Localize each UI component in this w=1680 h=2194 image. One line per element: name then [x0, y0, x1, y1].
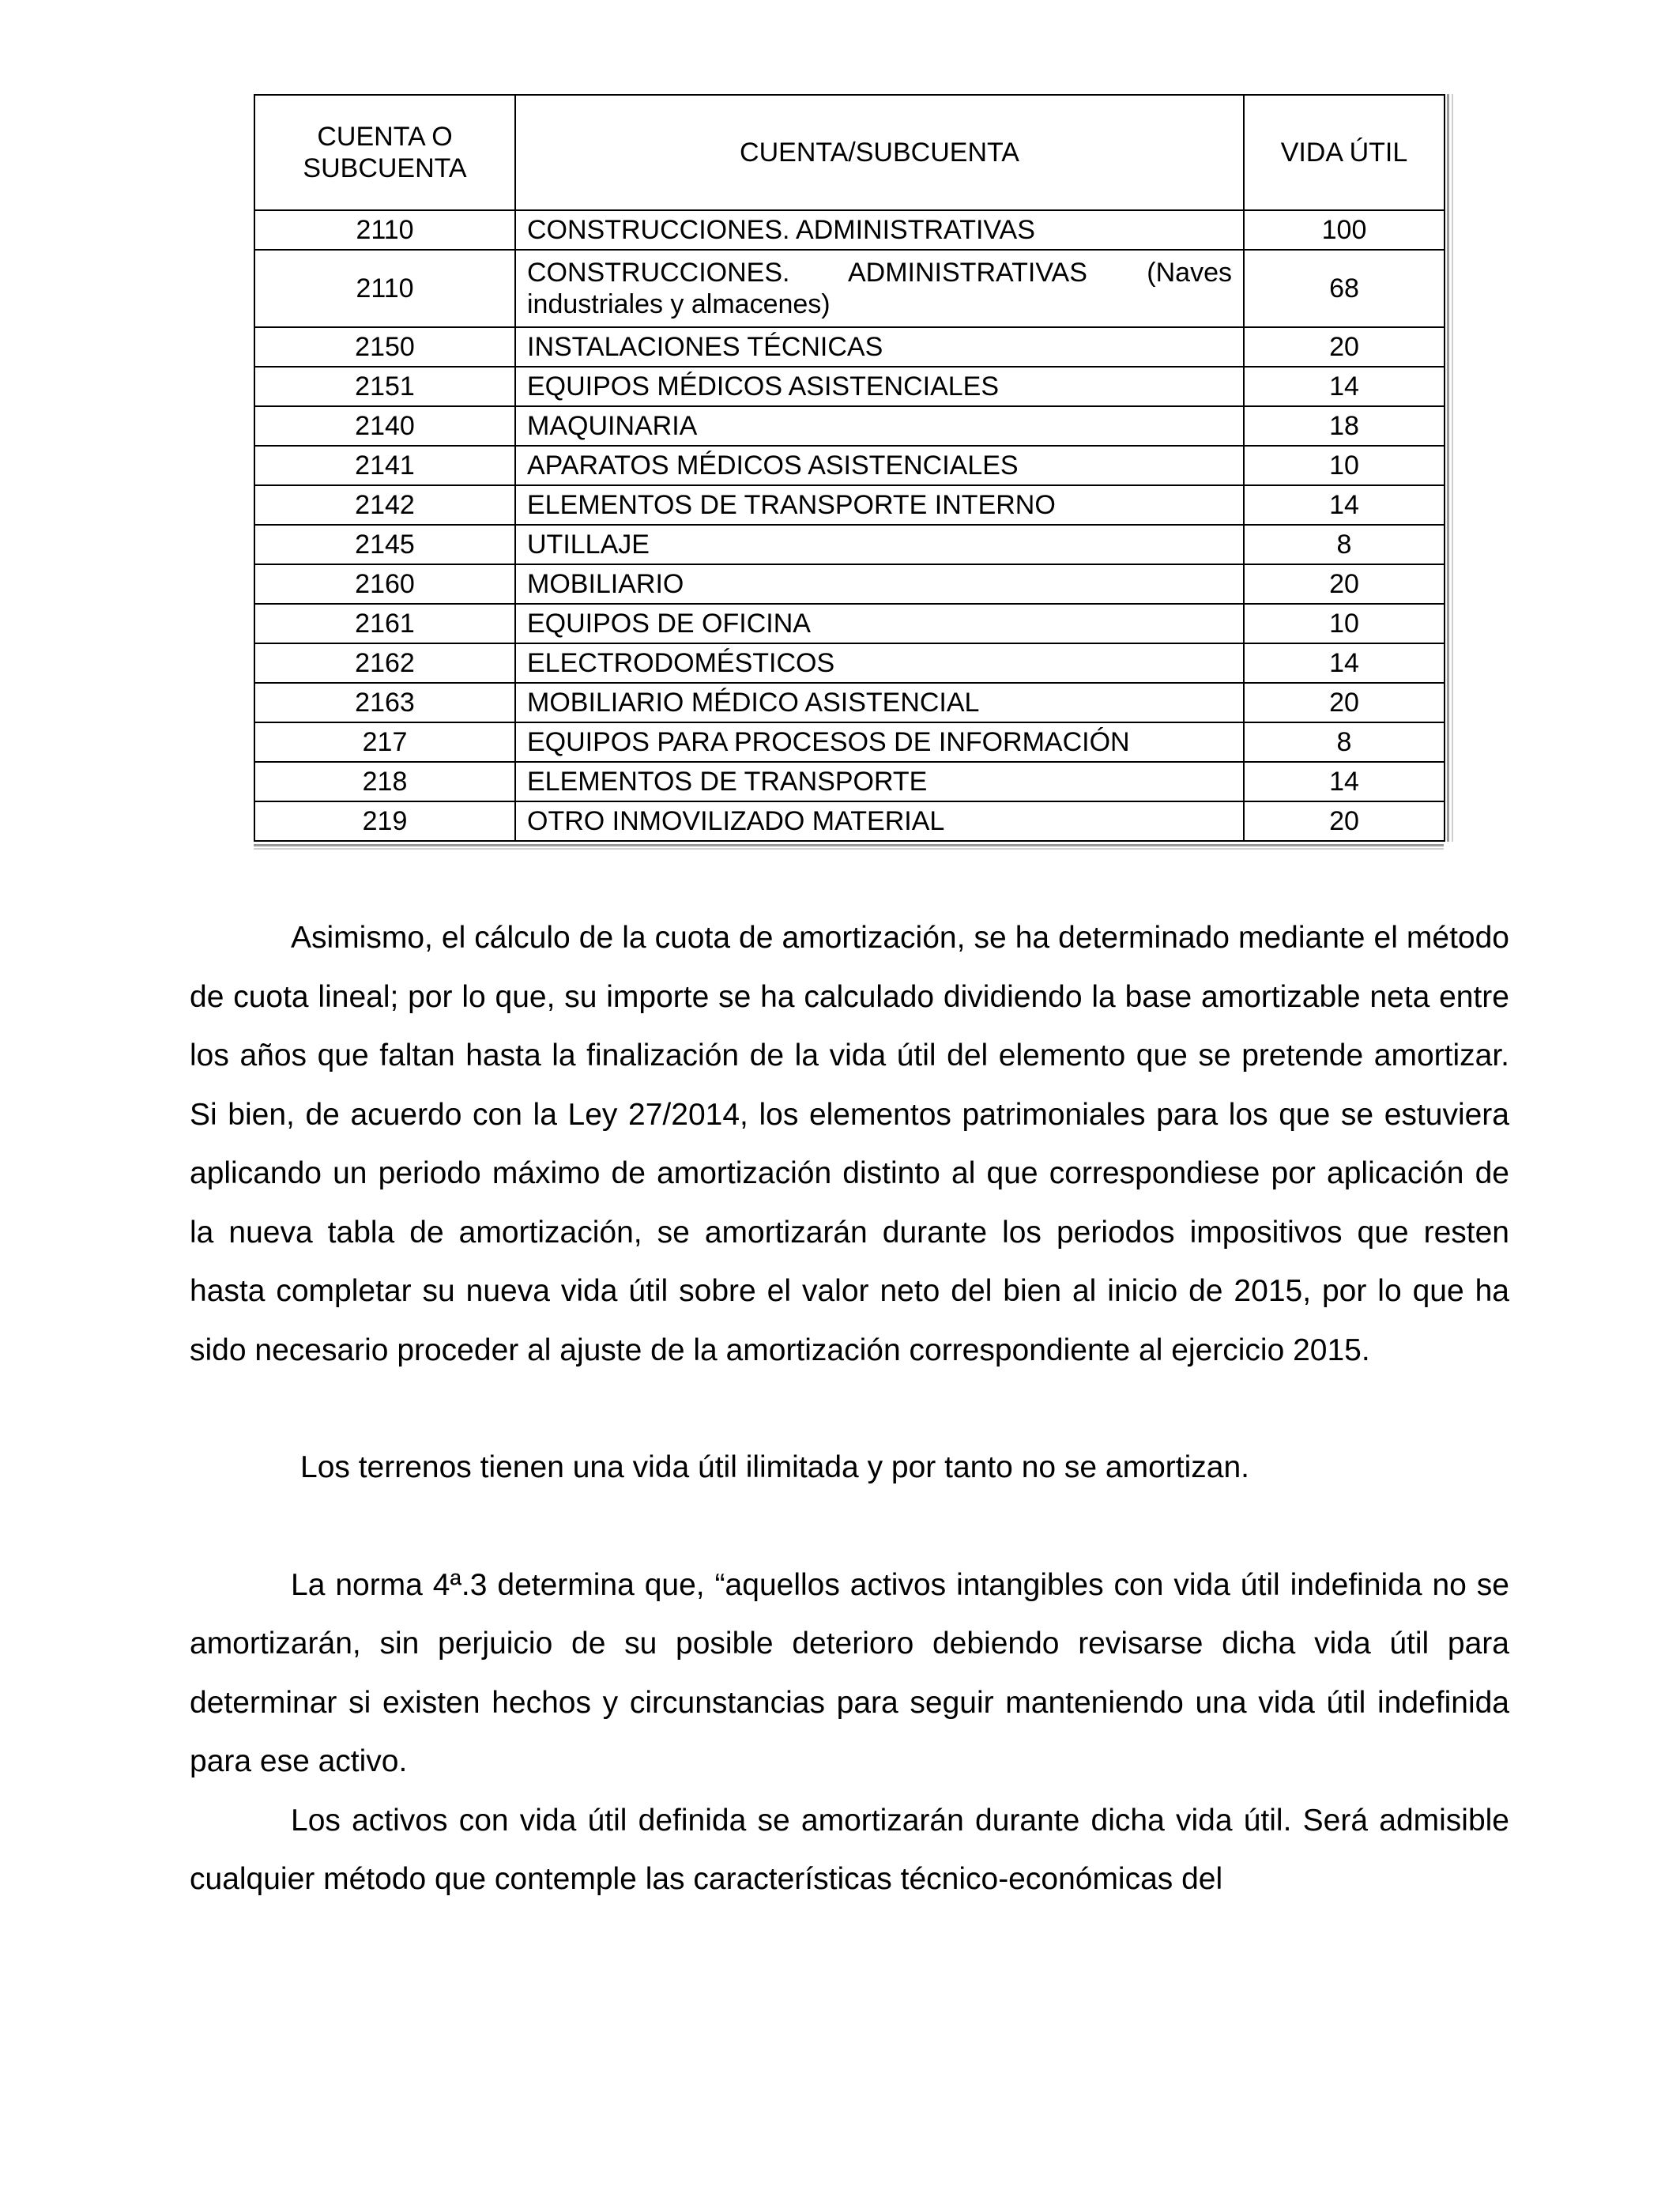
paragraph-intangibles [190, 1556, 1509, 1792]
account-name-cell: EQUIPOS PARA PROCESOS DE INFORMACIÓN [515, 722, 1244, 762]
account-code-cell: 2142 [254, 485, 515, 525]
account-code-cell: 2140 [254, 406, 515, 446]
paragraph-defined-life: Los activos con vida útil definida se amortizarán durante dicha vida útil. Será admisible cualquier método que contemple las características técnico-económicas del [190, 1803, 1509, 1896]
table-shadow-bottom [254, 844, 1444, 850]
intangibles-text-before: La norma 4ª.3 determina que, “aquellos [291, 1567, 850, 1602]
useful-life-cell: 8 [1244, 722, 1445, 762]
paragraph-amortization-method: Asimismo, el cálculo de la cuota de amortización, se ha determinado mediante el método de cuota lineal; por lo que, su importe se ha calculado dividiendo la base amortizable neta entre los años que faltan hasta la finalización de la vida útil del elemento que se pretende amortizar. Si bien, de acuerdo con la Ley 27/2014, los elementos patrimoniales para los que se estuviera aplicando un periodo máximo de amortización distinto al que correspondiese por aplicación de la nueva tabla de amortización, se amortizarán durante los periodos impositivos que resten hasta completar su nueva vida útil sobre el valor neto del bien al inicio de 2015, por lo que ha sido necesario proceder al ajuste de la amortización correspondiente al ejercicio 2015. [190, 921, 1509, 1367]
account-code-cell: 219 [254, 801, 515, 841]
account-name-cell: OTRO INMOVILIZADO MATERIAL [515, 801, 1244, 841]
account-code-cell: 2110 [254, 250, 515, 327]
account-name-cell: MOBILIARIO MÉDICO ASISTENCIAL [515, 683, 1244, 722]
useful-life-cell: 20 [1244, 327, 1445, 367]
account-code-cell: 2110 [254, 210, 515, 250]
table-row [254, 406, 1445, 446]
account-name-cell: MOBILIARIO [515, 564, 1244, 604]
header-useful-life: VIDA ÚTIL [1244, 95, 1445, 210]
account-code-cell: 218 [254, 762, 515, 801]
table-row [254, 327, 1445, 367]
header-account-name: CUENTA/SUBCUENTA [515, 95, 1244, 210]
paragraph-land: Los terrenos tienen una vida útil ilimitada y por tanto no se amortizan. [300, 1450, 1250, 1484]
account-code-cell: 2163 [254, 683, 515, 722]
account-code-cell: 2161 [254, 604, 515, 643]
account-name-cell: UTILLAJE [515, 525, 1244, 564]
account-code-cell: 2151 [254, 367, 515, 406]
useful-life-cell: 14 [1244, 762, 1445, 801]
table-row [254, 525, 1445, 564]
useful-life-cell: 18 [1244, 406, 1445, 446]
table-row [254, 250, 1445, 327]
useful-life-cell: 20 [1244, 683, 1445, 722]
useful-life-cell: 100 [1244, 210, 1445, 250]
useful-life-cell: 14 [1244, 367, 1445, 406]
table-row [254, 564, 1445, 604]
table-header-row [254, 95, 1445, 210]
amortization-table-wrapper [254, 94, 1444, 842]
table-row [254, 604, 1445, 643]
account-name-cell: ELEMENTOS DE TRANSPORTE [515, 762, 1244, 801]
body-text [190, 909, 1509, 1909]
useful-life-cell: 20 [1244, 801, 1445, 841]
account-name-cell: CONSTRUCCIONES. ADMINISTRATIVAS (Naves industriales y almacenes) [515, 250, 1244, 327]
intangibles-text-after: con vida útil indefinida no se amortizarán, sin perjuicio de su posible deterioro debiendo revisarse dicha vida útil para determinar si existen hechos y circunstancias para seguir manteniendo una vida útil indefinida para ese activo. [190, 1567, 1509, 1778]
account-name-cell: EQUIPOS DE OFICINA [515, 604, 1244, 643]
account-name-cell: EQUIPOS MÉDICOS ASISTENCIALES [515, 367, 1244, 406]
account-name-cell: ELEMENTOS DE TRANSPORTE INTERNO [515, 485, 1244, 525]
account-code-cell: 2150 [254, 327, 515, 367]
account-name-cell: ELECTRODOMÉSTICOS [515, 643, 1244, 683]
useful-life-cell: 14 [1244, 485, 1445, 525]
intangibles-emphasis: activos intangibles [849, 1567, 1104, 1602]
account-code-cell: 217 [254, 722, 515, 762]
account-name-cell: APARATOS MÉDICOS ASISTENCIALES [515, 446, 1244, 485]
header-account-code: CUENTA O SUBCUENTA [254, 95, 515, 210]
table-shadow-right [1447, 94, 1453, 842]
account-name-cell: MAQUINARIA [515, 406, 1244, 446]
useful-life-cell: 10 [1244, 604, 1445, 643]
account-name-cell: INSTALACIONES TÉCNICAS [515, 327, 1244, 367]
account-code-cell: 2145 [254, 525, 515, 564]
table-row [254, 722, 1445, 762]
table-row [254, 446, 1445, 485]
table-row [254, 485, 1445, 525]
table-row [254, 683, 1445, 722]
useful-life-cell: 68 [1244, 250, 1445, 327]
account-code-cell: 2162 [254, 643, 515, 683]
table-row [254, 762, 1445, 801]
useful-life-cell: 8 [1244, 525, 1445, 564]
account-code-cell: 2141 [254, 446, 515, 485]
amortization-table [254, 94, 1445, 842]
useful-life-cell: 14 [1244, 643, 1445, 683]
account-name-cell: CONSTRUCCIONES. ADMINISTRATIVAS [515, 210, 1244, 250]
table-row [254, 210, 1445, 250]
table-row [254, 643, 1445, 683]
table-row [254, 367, 1445, 406]
table-row [254, 801, 1445, 841]
account-code-cell: 2160 [254, 564, 515, 604]
useful-life-cell: 10 [1244, 446, 1445, 485]
useful-life-cell: 20 [1244, 564, 1445, 604]
